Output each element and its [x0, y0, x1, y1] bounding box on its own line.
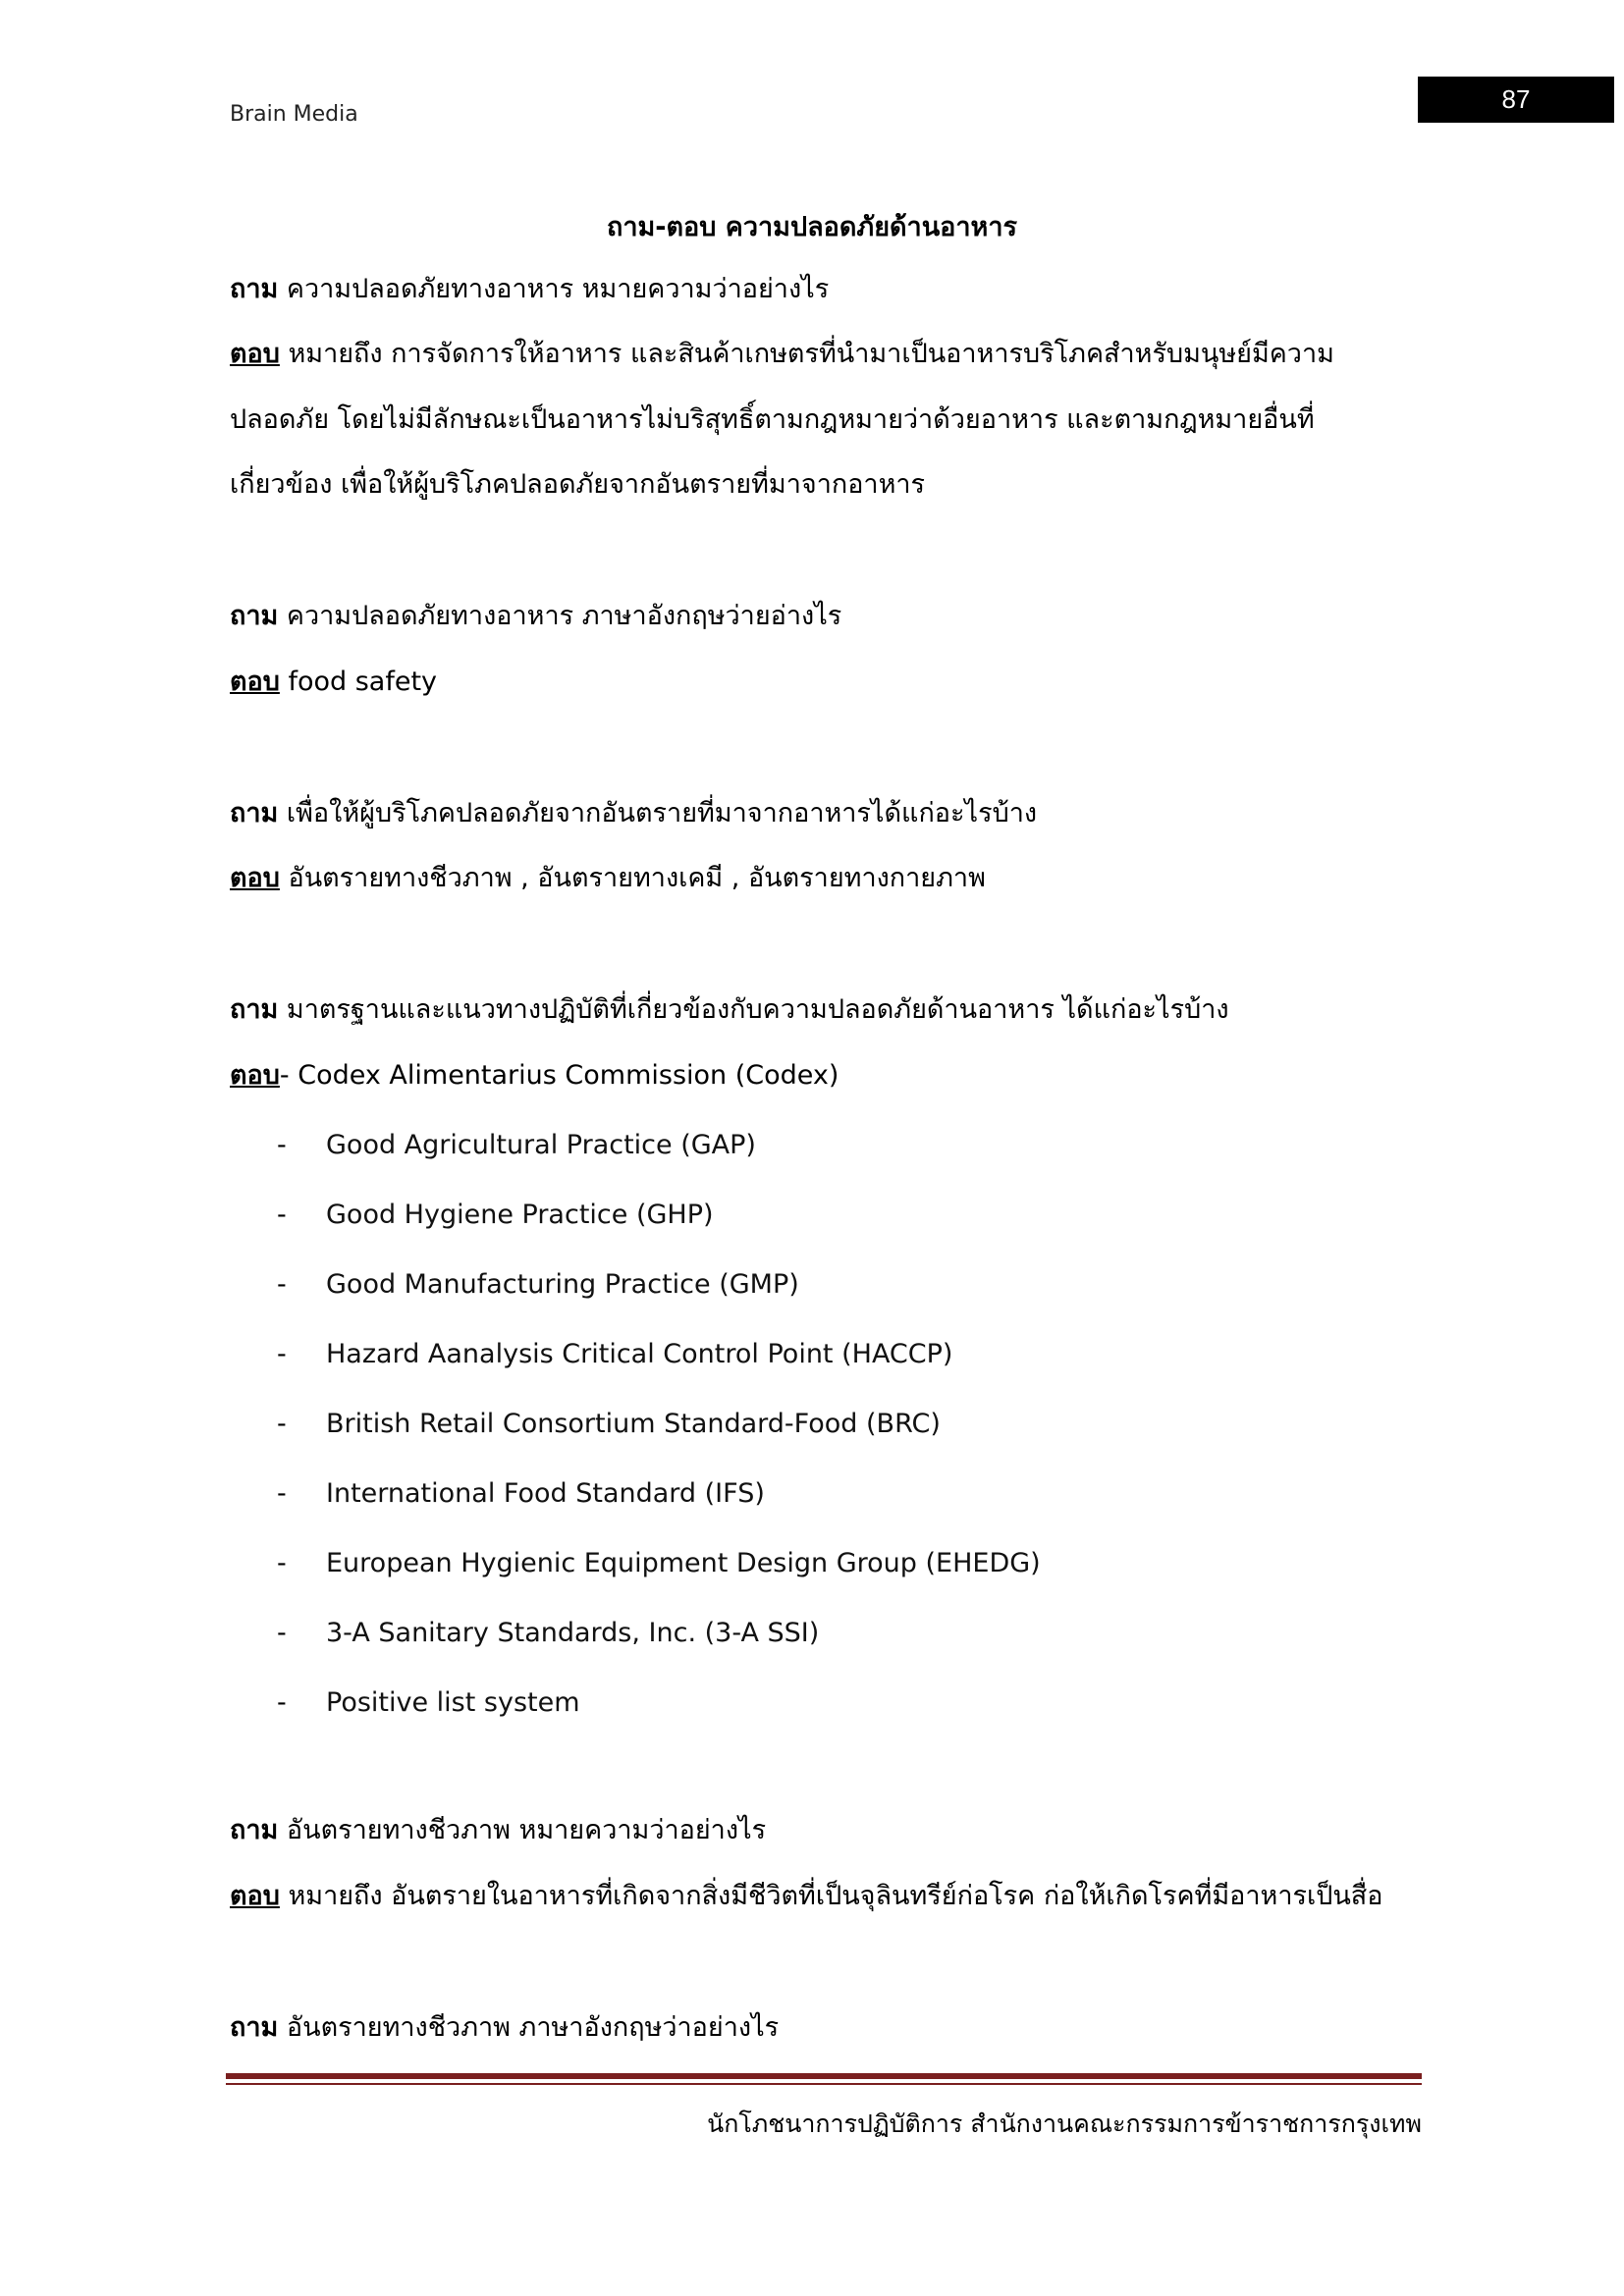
answer-2 — [230, 666, 437, 699]
answer-1-line-2: ปลอดภัย โดยไม่มีลักษณะเป็นอาหารไม่บริสุทธิ์ตามกฎหมายว่าด้วยอาหาร และตามกฎหมายอื่นที่ — [230, 404, 1315, 435]
answer-label: ตอบ — [230, 667, 280, 697]
question-2 — [230, 600, 841, 633]
list-item: International Food Standard (IFS) — [326, 1478, 765, 1509]
answer-1-line-3: เกี่ยวข้อง เพื่อให้ผู้บริโภคปลอดภัยจากอันตรายที่มาจากอาหาร — [230, 469, 926, 500]
page-number: 87 — [1418, 77, 1614, 123]
answer-label: ตอบ — [230, 1060, 280, 1091]
list-item: Good Manufacturing Practice (GMP) — [326, 1269, 799, 1300]
question-6 — [230, 2011, 779, 2045]
list-item: British Retail Consortium Standard-Food (BRC) — [326, 1409, 941, 1439]
answer-1 — [230, 338, 1334, 371]
question-text: อันตรายทางชีวภาพ หมายความว่าอย่างไร — [278, 1815, 767, 1845]
question-1 — [230, 273, 829, 306]
list-item: European Hygienic Equipment Design Group (EHEDG) — [326, 1548, 1041, 1578]
question-label: ถาม — [230, 1815, 279, 1845]
list-bullet: - — [277, 1409, 287, 1439]
list-bullet: - — [277, 1200, 287, 1230]
question-4 — [230, 993, 1229, 1027]
list-item: Positive list system — [326, 1687, 580, 1718]
answer-text: หมายถึง อันตรายในอาหารที่เกิดจากสิ่งมีชีวิตที่เป็นจุลินทรีย์ก่อโรค ก่อให้เกิดโรคที่มีอาหารเป็นสื่อ — [279, 1881, 1383, 1911]
question-label: ถาม — [230, 601, 279, 631]
question-text: อันตรายทางชีวภาพ ภาษาอังกฤษว่าอย่างไร — [278, 2012, 780, 2043]
list-bullet: - — [277, 1478, 287, 1509]
list-bullet: - — [277, 1548, 287, 1578]
list-bullet: - — [277, 1339, 287, 1369]
question-label: ถาม — [230, 274, 279, 304]
answer-text-line-1: หมายถึง การจัดการให้อาหาร และสินค้าเกษตรที่นำมาเป็นอาหารบริโภคสำหรับมนุษย์มีความ — [279, 339, 1334, 369]
footer-divider-thin — [226, 2083, 1422, 2085]
answer-text: - Codex Alimentarius Commission (Codex) — [279, 1060, 839, 1091]
answer-3 — [230, 862, 986, 895]
answer-label: ตอบ — [230, 339, 280, 369]
list-bullet: - — [277, 1687, 287, 1718]
list-item: Hazard Aanalysis Critical Control Point (HACCP) — [326, 1339, 953, 1369]
list-item: Good Hygiene Practice (GHP) — [326, 1200, 714, 1230]
list-bullet: - — [277, 1618, 287, 1648]
question-label: ถาม — [230, 994, 279, 1025]
footer-divider — [226, 2073, 1422, 2079]
question-text: มาตรฐานและแนวทางปฏิบัติที่เกี่ยวข้องกับความปลอดภัยด้านอาหาร ได้แก่อะไรบ้าง — [278, 994, 1229, 1025]
question-text: ความปลอดภัยทางอาหาร ภาษาอังกฤษว่ายอ่างไร — [278, 601, 842, 631]
document-title: ถาม-ตอบ ความปลอดภัยด้านอาหาร — [606, 212, 1018, 242]
list-item: 3-A Sanitary Standards, Inc. (3-A SSI) — [326, 1618, 820, 1648]
question-text: เพื่อให้ผู้บริโภคปลอดภัยจากอันตรายที่มาจากอาหารได้แก่อะไรบ้าง — [278, 798, 1038, 828]
question-label: ถาม — [230, 798, 279, 828]
question-5 — [230, 1814, 766, 1847]
list-bullet: - — [277, 1130, 287, 1160]
question-label: ถาม — [230, 2012, 279, 2043]
answer-5 — [230, 1880, 1383, 1913]
list-item: Good Agricultural Practice (GAP) — [326, 1130, 756, 1160]
list-bullet: - — [277, 1269, 287, 1300]
question-3 — [230, 797, 1037, 830]
answer-label: ตอบ — [230, 863, 280, 893]
answer-text: food safety — [279, 667, 438, 697]
answer-4 — [230, 1059, 839, 1093]
question-text: ความปลอดภัยทางอาหาร หมายความว่าอย่างไร — [278, 274, 830, 304]
answer-label: ตอบ — [230, 1881, 280, 1911]
footer-text: นักโภชนาการปฏิบัติการ สำนักงานคณะกรรมการข้าราชการกรุงเทพ — [707, 2109, 1422, 2138]
answer-text: อันตรายทางชีวภาพ , อันตรายทางเคมี , อันตรายทางกายภาพ — [279, 863, 986, 893]
header-brand: Brain Media — [230, 102, 358, 127]
